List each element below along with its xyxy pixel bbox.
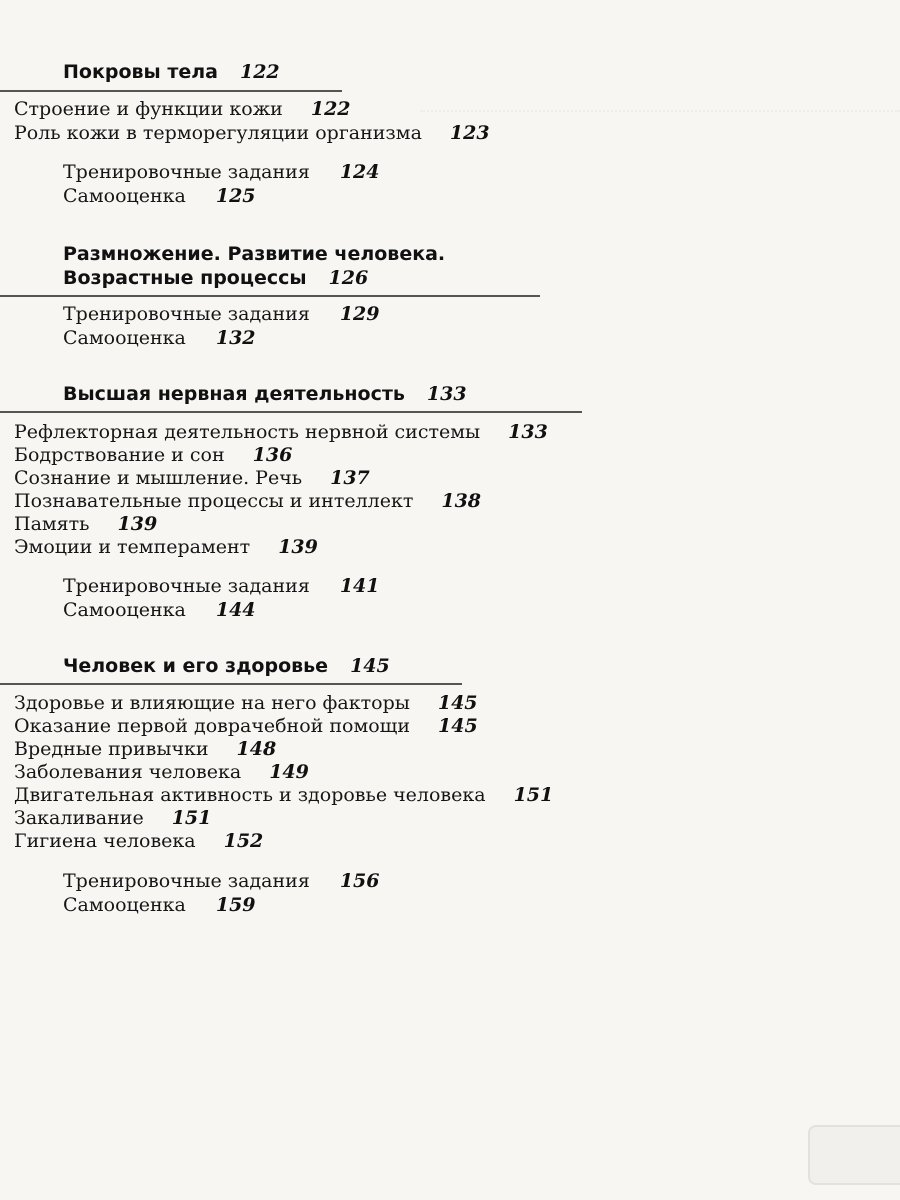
- section-rule: [0, 90, 342, 92]
- toc-entry: [14, 444, 292, 466]
- toc-entry-page: 136: [252, 444, 293, 466]
- toc-entry: [14, 715, 478, 737]
- toc-entry-page: 133: [508, 421, 548, 443]
- exercise-entry: [63, 575, 379, 597]
- toc-entry-text: Познавательные процессы и интеллект: [14, 490, 414, 512]
- exercise-entry-page: 144: [215, 599, 256, 621]
- toc-entry: [14, 98, 351, 120]
- exercise-entry-text: Самооценка: [63, 185, 186, 207]
- exercise-entry-text: Тренировочные задания: [63, 161, 310, 183]
- toc-entry-text: Сознание и мышление. Речь: [14, 467, 303, 489]
- exercise-entry-text: Самооценка: [63, 599, 186, 621]
- toc-entry: [14, 490, 481, 512]
- section-rule: [0, 411, 582, 413]
- toc-entry-text: Бодрствование и сон: [14, 444, 225, 466]
- toc-entry: [14, 761, 309, 783]
- toc-entry-text: Двигательная активность и здоровье человека: [14, 784, 486, 806]
- exercise-entry-page: 125: [215, 185, 256, 207]
- toc-entry-page: 139: [278, 536, 318, 558]
- exercise-entry: [63, 894, 256, 916]
- toc-entry-text: Эмоции и темперамент: [14, 536, 251, 558]
- section-title: [63, 655, 390, 677]
- section-title: [63, 383, 467, 405]
- page-corner-tab: [808, 1125, 900, 1185]
- exercise-entry-text: Тренировочные задания: [63, 575, 310, 597]
- section-title-text: Человек и его здоровье: [63, 655, 329, 677]
- section-page-number: 126: [328, 267, 369, 289]
- exercise-entry: [63, 185, 256, 207]
- toc-entry-text: Оказание первой доврачебной помощи: [14, 715, 411, 737]
- toc-entry: [14, 692, 478, 714]
- toc-entry-page: 145: [438, 715, 478, 737]
- section-title-text: Покровы тела: [63, 61, 218, 83]
- exercise-entry-page: 159: [215, 894, 256, 916]
- toc-entry-text: Роль кожи в терморегуляции организма: [14, 122, 422, 144]
- section-page-number: 133: [426, 383, 467, 405]
- toc-entry-text: Память: [14, 513, 90, 535]
- toc-entry: [14, 122, 490, 144]
- exercise-entry: [63, 327, 256, 349]
- exercise-entry-page: 141: [339, 575, 380, 597]
- toc-entry-text: Вредные привычки: [14, 738, 209, 760]
- exercise-entry: [63, 870, 379, 892]
- toc-entry-text: Здоровье и влияющие на него факторы: [14, 692, 410, 714]
- exercise-entry: [63, 599, 256, 621]
- toc-entry: [14, 830, 263, 852]
- exercise-entry-text: Тренировочные задания: [63, 303, 310, 325]
- exercise-entry: [63, 161, 379, 183]
- toc-entry-text: Рефлекторная деятельность нервной системы: [14, 421, 481, 443]
- toc-entry: [14, 784, 553, 806]
- exercise-entry-text: Самооценка: [63, 327, 186, 349]
- toc-entry-page: 122: [310, 98, 351, 120]
- toc-entry-page: 138: [441, 490, 482, 512]
- toc-entry-page: 152: [223, 830, 264, 852]
- toc-entry: [14, 807, 211, 829]
- toc-entry-page: 149: [269, 761, 309, 783]
- toc-entry-page: 151: [171, 807, 212, 829]
- section-title-text: Возрастные процессы: [63, 267, 307, 289]
- toc-entry-page: 145: [437, 692, 478, 714]
- section-rule: [0, 683, 462, 685]
- exercise-entry-text: Самооценка: [63, 894, 186, 916]
- section-title-line: [63, 243, 445, 265]
- toc-entry-text: Гигиена человека: [14, 830, 196, 852]
- section-title-text: Высшая нервная деятельность: [63, 383, 405, 405]
- toc-entry-text: Строение и функции кожи: [14, 98, 283, 120]
- section-title: [63, 267, 368, 289]
- toc-entry: [14, 421, 548, 443]
- toc-entry-text: Закаливание: [14, 807, 144, 829]
- toc-entry: [14, 536, 318, 558]
- section-title: [63, 61, 280, 83]
- exercise-entry-page: 156: [339, 870, 380, 892]
- exercise-entry-page: 132: [215, 327, 256, 349]
- section-rule: [0, 295, 540, 297]
- exercise-entry: [63, 303, 379, 325]
- toc-entry-text: Заболевания человека: [14, 761, 242, 783]
- toc-entry-page: 151: [513, 784, 554, 806]
- section-page-number: 145: [350, 655, 390, 677]
- toc-entry: [14, 467, 370, 489]
- section-title-text: Размножение. Развитие человека.: [63, 243, 446, 265]
- toc-entry: [14, 738, 276, 760]
- toc-entry-page: 139: [117, 513, 158, 535]
- toc-entry-page: 123: [449, 122, 490, 144]
- exercise-entry-text: Тренировочные задания: [63, 870, 310, 892]
- exercise-entry-page: 124: [339, 161, 380, 183]
- toc-entry: [14, 513, 157, 535]
- exercise-entry-page: 129: [339, 303, 380, 325]
- toc-entry-page: 148: [236, 738, 277, 760]
- section-page-number: 122: [239, 61, 280, 83]
- toc-entry-page: 137: [330, 467, 370, 489]
